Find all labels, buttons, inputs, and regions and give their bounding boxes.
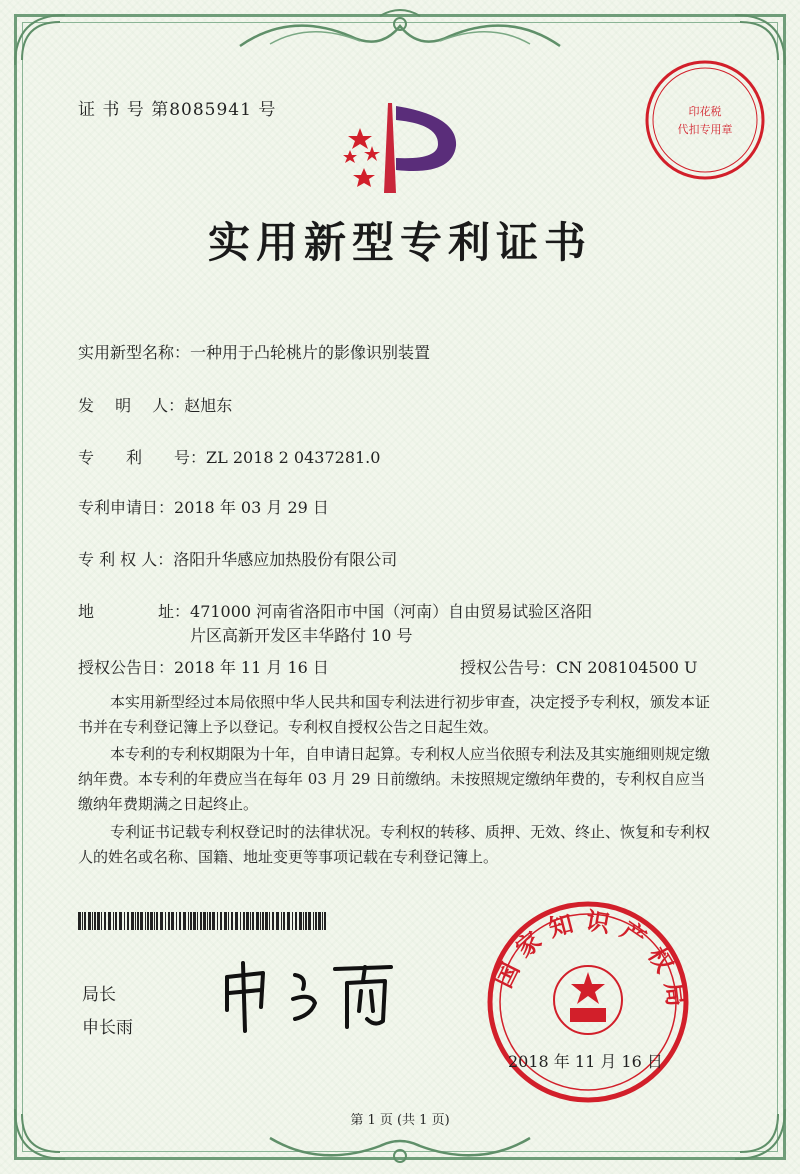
top-ornament-icon: [230, 6, 570, 54]
paragraph-text: 本实用新型经过本局依照中华人民共和国专利法进行初步审查，决定授予专利权，颁发本证书并在专利登记簿上予以登记。专利权自授权公告之日起生效。: [78, 693, 711, 736]
field-value: 洛阳升华感应加热股份有限公司: [173, 550, 398, 569]
patent-number-row: [78, 445, 380, 468]
field-label: 专 利 权 人：: [78, 550, 174, 569]
patentee-row: [78, 547, 397, 570]
field-label: 授权公告号：: [460, 658, 557, 677]
field-label: 实用新型名称：: [78, 343, 191, 362]
field-value: 2018 年 11 月 16 日: [174, 658, 329, 677]
field-label: 专 利 号：: [78, 448, 207, 467]
certificate-title: 实用新型专利证书: [207, 218, 592, 267]
corner-ornament-icon: [10, 10, 70, 70]
filing-date-row: [78, 495, 329, 518]
field-label: 地 址：: [78, 602, 191, 621]
grant-date-row: [78, 655, 329, 678]
barcode-icon: [78, 912, 330, 930]
svg-text:国家知识产权局: 国家知识产权局: [489, 906, 692, 1018]
patent-office-logo-icon: [330, 98, 470, 198]
field-label: 授权公告日：: [78, 658, 175, 677]
utility-model-name-row: [78, 340, 430, 363]
inventor-row: [78, 393, 232, 416]
director-signature-icon: [215, 955, 415, 1035]
seal-date: 2018 年 11 月 16 日: [508, 1052, 663, 1071]
certificate-number: 证 书 号 第8085941 号: [78, 100, 277, 120]
page-number: 第 1 页 (共 1 页): [350, 1113, 450, 1128]
tax-stamp-icon: [640, 55, 770, 185]
address-row-continuation: [190, 623, 413, 646]
paragraph-text: 本专利的专利权期限为十年，自申请日起算。专利权人应当依照专利法及其实施细则规定缴纳年费。本专利的年费应当在每年 03 月 29 日前缴纳。未按照规定缴纳年费的，专利权自应当缴纳年费期满之日起终止。: [78, 745, 711, 813]
field-value: ZL 2018 2 0437281.0: [206, 448, 381, 467]
director-title: 局长: [82, 985, 116, 1005]
legal-paragraph-1: [78, 690, 718, 740]
field-value: 片区高新开发区丰华路付 10 号: [190, 626, 413, 645]
field-value: 一种用于凸轮桃片的影像识别装置: [190, 343, 431, 362]
legal-paragraph-2: [78, 742, 718, 817]
official-seal-icon: [478, 900, 698, 1105]
field-label: 专利申请日：: [78, 498, 175, 517]
field-value: 赵旭东: [184, 396, 233, 415]
field-value: CN 208104500 U: [556, 658, 698, 677]
grant-number-row: [460, 655, 698, 678]
director-name: 申长雨: [82, 1018, 133, 1038]
svg-text:印花税: 印花税: [688, 105, 722, 118]
svg-text:代扣专用章: 代扣专用章: [677, 123, 733, 136]
bottom-ornament-icon: [260, 1130, 540, 1170]
legal-paragraph-3: [78, 820, 718, 870]
field-label: 发 明 人：: [78, 396, 185, 415]
address-row: [78, 599, 592, 622]
field-value: 2018 年 03 月 29 日: [174, 498, 329, 517]
paragraph-text: 专利证书记载专利权登记时的法律状况。专利权的转移、质押、无效、终止、恢复和专利权人的姓名或名称、国籍、地址变更等事项记载在专利登记簿上。: [78, 823, 711, 866]
field-value: 471000 河南省洛阳市中国（河南）自由贸易试验区洛阳: [190, 602, 593, 621]
